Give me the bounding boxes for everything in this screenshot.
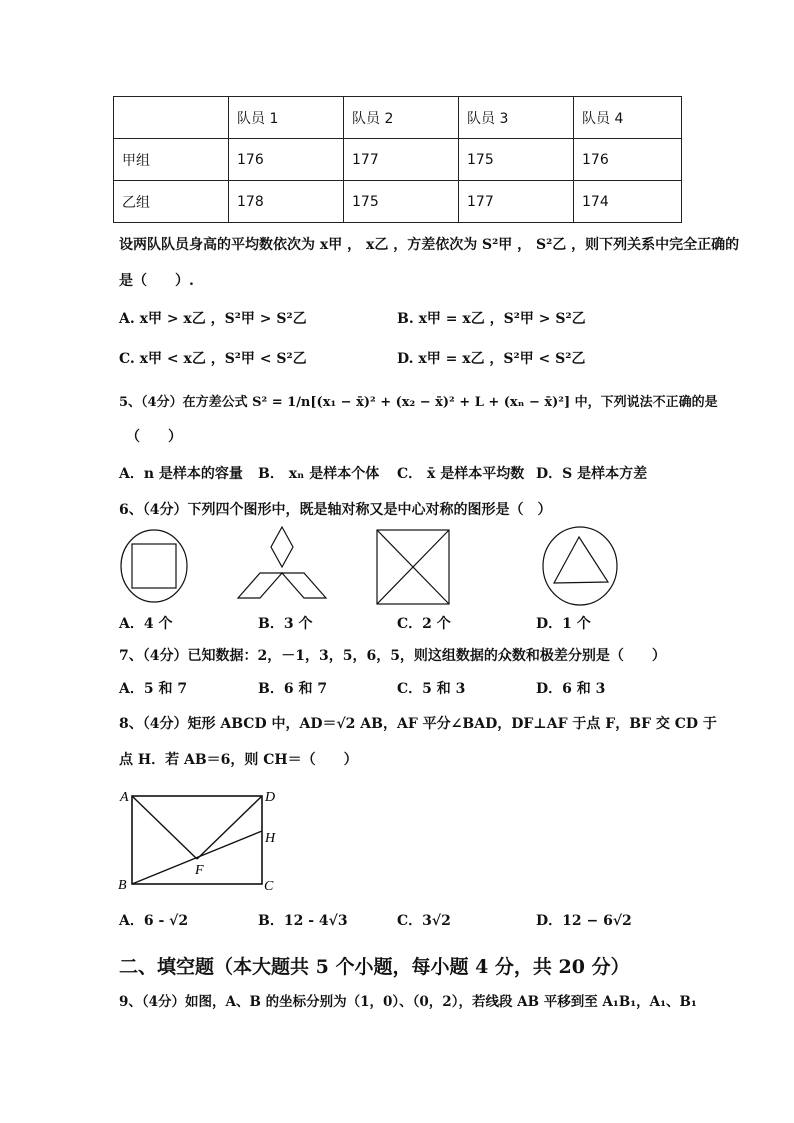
q5-option-d: D．S 是样本方差 — [536, 466, 648, 482]
q6-option-a: A．4 个 — [119, 616, 173, 632]
q4-option-d: D. x甲 = x乙 ，S²甲 < S²乙 — [397, 351, 586, 367]
q4-stem-line1: 设两队队员身高的平均数依次为 x甲 ， x乙 ，方差依次为 S²甲 ， S²乙 ，则下列关系中完全正确的 — [119, 237, 740, 253]
q5-option-c: C． x̄ 是样本平均数 — [397, 466, 525, 482]
table-cell: 178 — [229, 181, 344, 223]
q6-option-d: D．1 个 — [536, 616, 591, 632]
table-header-cell: 队员 3 — [459, 97, 574, 139]
table-header-cell: 队员 2 — [344, 97, 459, 139]
table-row-label: 甲组 — [114, 139, 229, 181]
table-cell: 175 — [344, 181, 459, 223]
figure-circle-triangle — [540, 525, 622, 609]
q5-option-a: A．n 是样本的容量 — [119, 466, 243, 482]
label-c: C — [264, 879, 274, 894]
table-cell: 175 — [459, 139, 574, 181]
q8-option-d: D．12 − 6√2 — [536, 913, 632, 929]
q7-option-c: C．5 和 3 — [397, 681, 466, 697]
q4-option-c: C. x甲 < x乙 ，S²甲 < S²乙 — [119, 351, 307, 367]
figure-circle-square — [118, 527, 194, 607]
q8-option-c: C．3√2 — [397, 913, 451, 929]
table-header-cell: 队员 4 — [574, 97, 682, 139]
label-h: H — [265, 831, 276, 846]
figure-rectangle-abcd — [115, 785, 285, 895]
q4-option-b: B. x甲 = x乙 ，S²甲 > S²乙 — [397, 311, 586, 327]
label-a: A — [120, 790, 129, 805]
q7-option-d: D．6 和 3 — [536, 681, 606, 697]
q5-option-b: B． xₙ 是样本个体 — [258, 466, 380, 482]
q8-option-a: A．6 - √2 — [119, 913, 189, 929]
table-header-cell: 队员 1 — [229, 97, 344, 139]
table-cell: 176 — [229, 139, 344, 181]
section-title: 二、填空题（本大题共 5 个小题，每小题 4 分，共 20 分） — [119, 956, 630, 978]
table-cell: 174 — [574, 181, 682, 223]
label-d: D — [265, 790, 276, 805]
q7-option-a: A．5 和 7 — [119, 681, 188, 697]
table-header-row — [114, 97, 682, 139]
q4-stem-line2: 是（ ）. — [119, 273, 194, 289]
q5-line2: （ ） — [126, 429, 182, 445]
table-header-cell — [114, 97, 229, 139]
q8-line1: 8、（4分）矩形 ABCD 中，AD＝√2 AB，AF 平分∠BAD，DF⊥AF 于点 F，BF 交 CD 于 — [119, 716, 717, 732]
q7-stem: 7、（4分）已知数据：2，－1，3，5，6，5，则这组数据的众数和极差分别是（ ） — [119, 648, 666, 664]
table-cell: 176 — [574, 139, 682, 181]
figure-three-rhombi — [236, 525, 328, 603]
table-row-label: 乙组 — [114, 181, 229, 223]
q6-option-c: C．2 个 — [397, 616, 451, 632]
table-row — [114, 139, 682, 181]
label-b: B — [118, 878, 127, 893]
q8-option-b: B．12 - 4√3 — [258, 913, 348, 929]
figure-square-diagonals — [375, 528, 451, 608]
q6-stem: 6、（4分）下列四个图形中，既是轴对称又是中心对称的图形是（ ） — [119, 502, 552, 518]
q5-line1: 5、（4分）在方差公式 S² = 1/n[(x₁ − x̄)² + (x₂ − x̄)² + L + (xₙ − x̄)²] 中，下列说法不正确的是 — [119, 395, 718, 410]
table-cell: 177 — [344, 139, 459, 181]
q9-line1: 9、（4分）如图，A、B 的坐标分别为（1，0）、（0，2），若线段 AB 平移到至 A₁B₁，A₁、B₁ — [119, 994, 697, 1010]
table-row — [114, 181, 682, 223]
height-table — [113, 96, 682, 223]
q6-option-b: B．3 个 — [258, 616, 313, 632]
q8-line2: 点 H．若 AB＝6，则 CH＝（ ） — [119, 752, 358, 768]
q7-option-b: B．6 和 7 — [258, 681, 328, 697]
table-cell: 177 — [459, 181, 574, 223]
label-f: F — [195, 863, 204, 878]
q4-option-a: A. x甲 > x乙 ，S²甲 > S²乙 — [119, 311, 307, 327]
